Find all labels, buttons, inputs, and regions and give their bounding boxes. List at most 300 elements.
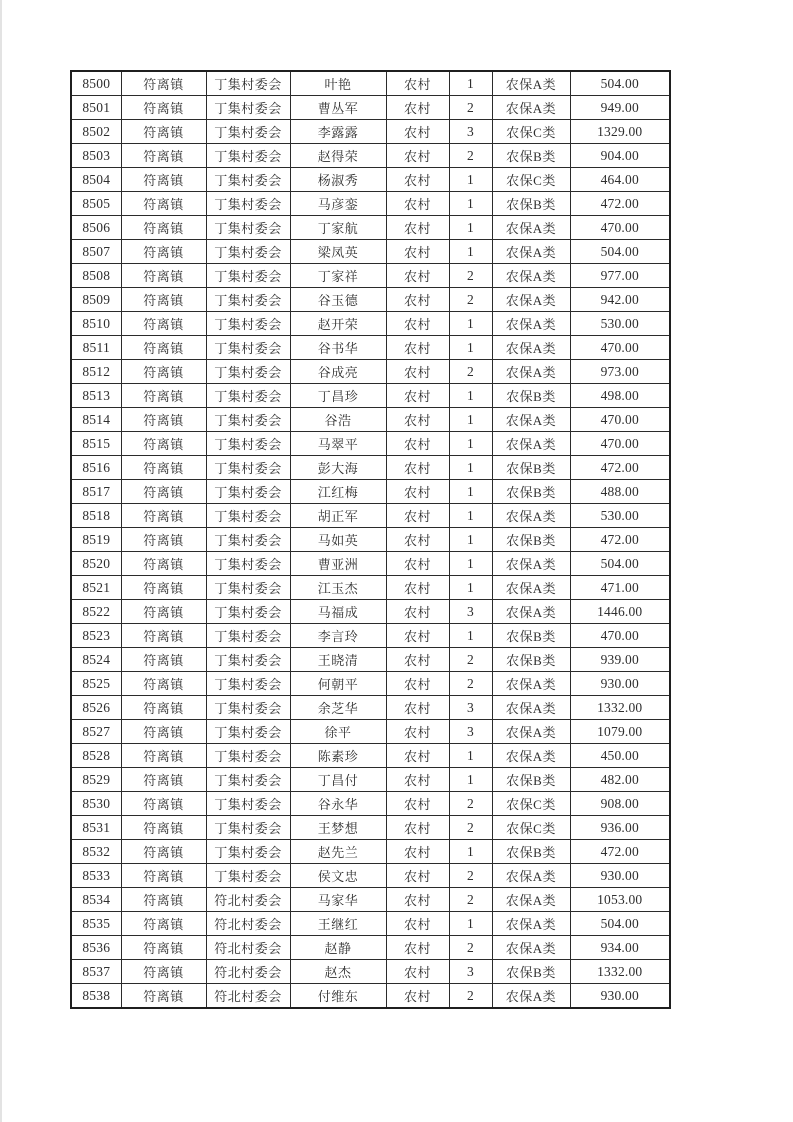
cell-person-name: 赵得荣 xyxy=(290,144,386,168)
cell-village-committee: 符北村委会 xyxy=(206,936,290,960)
cell-amount: 934.00 xyxy=(570,936,670,960)
cell-insurance-category: 农保A类 xyxy=(492,984,570,1009)
cell-insurance-category: 农保B类 xyxy=(492,960,570,984)
cell-village-committee: 丁集村委会 xyxy=(206,216,290,240)
cell-amount: 1079.00 xyxy=(570,720,670,744)
cell-town: 符离镇 xyxy=(121,840,206,864)
cell-amount: 1332.00 xyxy=(570,696,670,720)
cell-person-count: 2 xyxy=(449,648,492,672)
cell-town: 符离镇 xyxy=(121,456,206,480)
cell-town: 符离镇 xyxy=(121,360,206,384)
cell-insurance-category: 农保B类 xyxy=(492,144,570,168)
cell-village-committee: 丁集村委会 xyxy=(206,120,290,144)
cell-person-name: 赵开荣 xyxy=(290,312,386,336)
cell-residence-type: 农村 xyxy=(386,480,449,504)
cell-village-committee: 丁集村委会 xyxy=(206,768,290,792)
cell-row-id: 8536 xyxy=(71,936,121,960)
cell-insurance-category: 农保A类 xyxy=(492,432,570,456)
cell-row-id: 8515 xyxy=(71,432,121,456)
cell-row-id: 8516 xyxy=(71,456,121,480)
cell-residence-type: 农村 xyxy=(386,840,449,864)
cell-person-count: 1 xyxy=(449,432,492,456)
table-row xyxy=(71,648,670,672)
cell-town: 符离镇 xyxy=(121,960,206,984)
table-row xyxy=(71,288,670,312)
cell-residence-type: 农村 xyxy=(386,312,449,336)
cell-village-committee: 丁集村委会 xyxy=(206,576,290,600)
cell-person-name: 马福成 xyxy=(290,600,386,624)
cell-person-count: 3 xyxy=(449,960,492,984)
cell-person-name: 谷成亮 xyxy=(290,360,386,384)
cell-person-count: 3 xyxy=(449,120,492,144)
cell-residence-type: 农村 xyxy=(386,888,449,912)
cell-residence-type: 农村 xyxy=(386,552,449,576)
cell-town: 符离镇 xyxy=(121,552,206,576)
cell-person-count: 1 xyxy=(449,336,492,360)
cell-village-committee: 符北村委会 xyxy=(206,912,290,936)
cell-amount: 1332.00 xyxy=(570,960,670,984)
table-row xyxy=(71,192,670,216)
table-row xyxy=(71,840,670,864)
cell-row-id: 8527 xyxy=(71,720,121,744)
table-row xyxy=(71,96,670,120)
cell-insurance-category: 农保A类 xyxy=(492,71,570,96)
cell-town: 符离镇 xyxy=(121,264,206,288)
cell-person-count: 1 xyxy=(449,912,492,936)
cell-row-id: 8530 xyxy=(71,792,121,816)
cell-residence-type: 农村 xyxy=(386,144,449,168)
cell-town: 符离镇 xyxy=(121,912,206,936)
cell-amount: 472.00 xyxy=(570,456,670,480)
cell-person-name: 马彦銮 xyxy=(290,192,386,216)
cell-village-committee: 丁集村委会 xyxy=(206,552,290,576)
cell-person-count: 1 xyxy=(449,192,492,216)
cell-amount: 482.00 xyxy=(570,768,670,792)
cell-village-committee: 丁集村委会 xyxy=(206,864,290,888)
cell-amount: 908.00 xyxy=(570,792,670,816)
cell-village-committee: 丁集村委会 xyxy=(206,648,290,672)
cell-person-name: 胡正军 xyxy=(290,504,386,528)
cell-person-name: 王继红 xyxy=(290,912,386,936)
cell-residence-type: 农村 xyxy=(386,528,449,552)
cell-residence-type: 农村 xyxy=(386,216,449,240)
cell-row-id: 8529 xyxy=(71,768,121,792)
cell-insurance-category: 农保A类 xyxy=(492,552,570,576)
cell-residence-type: 农村 xyxy=(386,720,449,744)
cell-row-id: 8538 xyxy=(71,984,121,1009)
cell-person-name: 余芝华 xyxy=(290,696,386,720)
cell-person-name: 杨淑秀 xyxy=(290,168,386,192)
cell-insurance-category: 农保A类 xyxy=(492,336,570,360)
cell-town: 符离镇 xyxy=(121,888,206,912)
cell-person-name: 江玉杰 xyxy=(290,576,386,600)
cell-village-committee: 丁集村委会 xyxy=(206,792,290,816)
cell-row-id: 8521 xyxy=(71,576,121,600)
cell-town: 符离镇 xyxy=(121,312,206,336)
cell-person-count: 1 xyxy=(449,744,492,768)
cell-insurance-category: 农保B类 xyxy=(492,840,570,864)
cell-person-count: 1 xyxy=(449,480,492,504)
cell-village-committee: 丁集村委会 xyxy=(206,816,290,840)
cell-insurance-category: 农保B类 xyxy=(492,192,570,216)
cell-row-id: 8506 xyxy=(71,216,121,240)
cell-amount: 1053.00 xyxy=(570,888,670,912)
cell-town: 符离镇 xyxy=(121,71,206,96)
cell-person-count: 2 xyxy=(449,984,492,1009)
cell-residence-type: 农村 xyxy=(386,240,449,264)
cell-row-id: 8505 xyxy=(71,192,121,216)
cell-town: 符离镇 xyxy=(121,528,206,552)
cell-person-name: 李露露 xyxy=(290,120,386,144)
table-row xyxy=(71,384,670,408)
cell-village-committee: 丁集村委会 xyxy=(206,96,290,120)
cell-amount: 504.00 xyxy=(570,552,670,576)
cell-amount: 470.00 xyxy=(570,408,670,432)
cell-residence-type: 农村 xyxy=(386,792,449,816)
cell-village-committee: 丁集村委会 xyxy=(206,504,290,528)
cell-person-count: 1 xyxy=(449,624,492,648)
cell-row-id: 8534 xyxy=(71,888,121,912)
cell-amount: 450.00 xyxy=(570,744,670,768)
cell-person-name: 丁昌付 xyxy=(290,768,386,792)
table-row xyxy=(71,816,670,840)
cell-person-name: 丁家祥 xyxy=(290,264,386,288)
cell-person-count: 1 xyxy=(449,456,492,480)
cell-village-committee: 丁集村委会 xyxy=(206,336,290,360)
cell-residence-type: 农村 xyxy=(386,576,449,600)
cell-town: 符离镇 xyxy=(121,864,206,888)
table-row xyxy=(71,576,670,600)
cell-village-committee: 丁集村委会 xyxy=(206,264,290,288)
cell-insurance-category: 农保A类 xyxy=(492,720,570,744)
cell-person-name: 谷永华 xyxy=(290,792,386,816)
cell-row-id: 8531 xyxy=(71,816,121,840)
table-row xyxy=(71,336,670,360)
cell-person-name: 马家华 xyxy=(290,888,386,912)
table-row xyxy=(71,480,670,504)
cell-village-committee: 丁集村委会 xyxy=(206,528,290,552)
cell-insurance-category: 农保A类 xyxy=(492,96,570,120)
cell-town: 符离镇 xyxy=(121,408,206,432)
table-row xyxy=(71,936,670,960)
cell-person-count: 1 xyxy=(449,168,492,192)
cell-row-id: 8501 xyxy=(71,96,121,120)
table-row xyxy=(71,360,670,384)
cell-person-name: 王晓清 xyxy=(290,648,386,672)
cell-insurance-category: 农保A类 xyxy=(492,936,570,960)
cell-amount: 470.00 xyxy=(570,336,670,360)
cell-person-count: 2 xyxy=(449,936,492,960)
cell-residence-type: 农村 xyxy=(386,960,449,984)
cell-person-name: 王梦想 xyxy=(290,816,386,840)
cell-insurance-category: 农保A类 xyxy=(492,672,570,696)
cell-amount: 930.00 xyxy=(570,984,670,1009)
cell-insurance-category: 农保A类 xyxy=(492,240,570,264)
cell-residence-type: 农村 xyxy=(386,624,449,648)
cell-insurance-category: 农保A类 xyxy=(492,288,570,312)
cell-town: 符离镇 xyxy=(121,168,206,192)
cell-row-id: 8528 xyxy=(71,744,121,768)
table-row xyxy=(71,864,670,888)
cell-row-id: 8500 xyxy=(71,71,121,96)
table-row xyxy=(71,624,670,648)
cell-town: 符离镇 xyxy=(121,288,206,312)
cell-town: 符离镇 xyxy=(121,120,206,144)
cell-amount: 498.00 xyxy=(570,384,670,408)
cell-person-name: 侯文忠 xyxy=(290,864,386,888)
cell-village-committee: 丁集村委会 xyxy=(206,456,290,480)
cell-row-id: 8503 xyxy=(71,144,121,168)
cell-amount: 472.00 xyxy=(570,840,670,864)
cell-residence-type: 农村 xyxy=(386,168,449,192)
cell-person-count: 2 xyxy=(449,96,492,120)
cell-person-count: 1 xyxy=(449,576,492,600)
cell-insurance-category: 农保A类 xyxy=(492,864,570,888)
cell-amount: 904.00 xyxy=(570,144,670,168)
table-row xyxy=(71,672,670,696)
cell-amount: 942.00 xyxy=(570,288,670,312)
cell-residence-type: 农村 xyxy=(386,192,449,216)
cell-person-name: 叶艳 xyxy=(290,71,386,96)
cell-residence-type: 农村 xyxy=(386,768,449,792)
cell-insurance-category: 农保A类 xyxy=(492,696,570,720)
cell-town: 符离镇 xyxy=(121,336,206,360)
cell-amount: 1446.00 xyxy=(570,600,670,624)
table-row xyxy=(71,264,670,288)
cell-residence-type: 农村 xyxy=(386,264,449,288)
cell-insurance-category: 农保A类 xyxy=(492,576,570,600)
cell-person-name: 谷浩 xyxy=(290,408,386,432)
cell-residence-type: 农村 xyxy=(386,456,449,480)
cell-row-id: 8509 xyxy=(71,288,121,312)
cell-person-count: 2 xyxy=(449,816,492,840)
cell-amount: 470.00 xyxy=(570,216,670,240)
table-row xyxy=(71,312,670,336)
cell-village-committee: 丁集村委会 xyxy=(206,144,290,168)
cell-residence-type: 农村 xyxy=(386,504,449,528)
cell-amount: 464.00 xyxy=(570,168,670,192)
table-row xyxy=(71,768,670,792)
cell-row-id: 8513 xyxy=(71,384,121,408)
cell-row-id: 8522 xyxy=(71,600,121,624)
table-row xyxy=(71,168,670,192)
cell-insurance-category: 农保B类 xyxy=(492,768,570,792)
cell-amount: 1329.00 xyxy=(570,120,670,144)
cell-row-id: 8504 xyxy=(71,168,121,192)
cell-insurance-category: 农保A类 xyxy=(492,888,570,912)
cell-person-name: 彭大海 xyxy=(290,456,386,480)
cell-residence-type: 农村 xyxy=(386,96,449,120)
cell-residence-type: 农村 xyxy=(386,672,449,696)
cell-residence-type: 农村 xyxy=(386,336,449,360)
table-row xyxy=(71,528,670,552)
cell-insurance-category: 农保B类 xyxy=(492,384,570,408)
table-row xyxy=(71,552,670,576)
cell-village-committee: 丁集村委会 xyxy=(206,360,290,384)
cell-town: 符离镇 xyxy=(121,96,206,120)
cell-residence-type: 农村 xyxy=(386,600,449,624)
table-row xyxy=(71,792,670,816)
cell-amount: 930.00 xyxy=(570,672,670,696)
cell-village-committee: 丁集村委会 xyxy=(206,744,290,768)
cell-amount: 530.00 xyxy=(570,312,670,336)
cell-insurance-category: 农保A类 xyxy=(492,912,570,936)
cell-row-id: 8537 xyxy=(71,960,121,984)
cell-person-name: 赵杰 xyxy=(290,960,386,984)
cell-row-id: 8514 xyxy=(71,408,121,432)
cell-person-count: 3 xyxy=(449,720,492,744)
cell-town: 符离镇 xyxy=(121,792,206,816)
cell-person-count: 1 xyxy=(449,312,492,336)
cell-town: 符离镇 xyxy=(121,384,206,408)
cell-person-name: 丁昌珍 xyxy=(290,384,386,408)
cell-town: 符离镇 xyxy=(121,504,206,528)
cell-village-committee: 丁集村委会 xyxy=(206,672,290,696)
table-row xyxy=(71,456,670,480)
cell-village-committee: 丁集村委会 xyxy=(206,600,290,624)
table-row xyxy=(71,960,670,984)
cell-village-committee: 丁集村委会 xyxy=(206,432,290,456)
cell-town: 符离镇 xyxy=(121,744,206,768)
cell-residence-type: 农村 xyxy=(386,936,449,960)
cell-insurance-category: 农保C类 xyxy=(492,120,570,144)
cell-row-id: 8512 xyxy=(71,360,121,384)
cell-town: 符离镇 xyxy=(121,576,206,600)
table-row xyxy=(71,408,670,432)
cell-town: 符离镇 xyxy=(121,648,206,672)
cell-amount: 470.00 xyxy=(570,624,670,648)
table-row xyxy=(71,504,670,528)
cell-person-name: 何朝平 xyxy=(290,672,386,696)
cell-row-id: 8524 xyxy=(71,648,121,672)
cell-row-id: 8508 xyxy=(71,264,121,288)
table-row xyxy=(71,600,670,624)
cell-person-name: 赵静 xyxy=(290,936,386,960)
cell-insurance-category: 农保A类 xyxy=(492,744,570,768)
cell-village-committee: 符北村委会 xyxy=(206,984,290,1009)
cell-amount: 470.00 xyxy=(570,432,670,456)
cell-town: 符离镇 xyxy=(121,984,206,1009)
cell-village-committee: 丁集村委会 xyxy=(206,312,290,336)
table-row xyxy=(71,744,670,768)
cell-amount: 471.00 xyxy=(570,576,670,600)
table-row xyxy=(71,71,670,96)
cell-person-count: 2 xyxy=(449,264,492,288)
cell-village-committee: 丁集村委会 xyxy=(206,71,290,96)
cell-residence-type: 农村 xyxy=(386,744,449,768)
cell-person-name: 徐平 xyxy=(290,720,386,744)
cell-person-name: 付维东 xyxy=(290,984,386,1009)
cell-row-id: 8532 xyxy=(71,840,121,864)
table-row xyxy=(71,120,670,144)
cell-person-name: 丁家航 xyxy=(290,216,386,240)
table-body xyxy=(71,71,670,1008)
cell-village-committee: 丁集村委会 xyxy=(206,408,290,432)
cell-residence-type: 农村 xyxy=(386,984,449,1009)
cell-amount: 472.00 xyxy=(570,192,670,216)
cell-person-count: 2 xyxy=(449,360,492,384)
cell-person-name: 赵先兰 xyxy=(290,840,386,864)
cell-amount: 504.00 xyxy=(570,71,670,96)
cell-row-id: 8523 xyxy=(71,624,121,648)
cell-town: 符离镇 xyxy=(121,216,206,240)
cell-row-id: 8518 xyxy=(71,504,121,528)
cell-town: 符离镇 xyxy=(121,696,206,720)
cell-row-id: 8535 xyxy=(71,912,121,936)
cell-insurance-category: 农保B类 xyxy=(492,456,570,480)
cell-amount: 504.00 xyxy=(570,240,670,264)
benefits-roster-table xyxy=(70,70,671,1009)
table-row xyxy=(71,144,670,168)
cell-amount: 930.00 xyxy=(570,864,670,888)
cell-village-committee: 丁集村委会 xyxy=(206,168,290,192)
cell-insurance-category: 农保A类 xyxy=(492,360,570,384)
table-row xyxy=(71,984,670,1009)
cell-residence-type: 农村 xyxy=(386,816,449,840)
cell-insurance-category: 农保A类 xyxy=(492,264,570,288)
cell-residence-type: 农村 xyxy=(386,912,449,936)
table-row xyxy=(71,720,670,744)
cell-village-committee: 符北村委会 xyxy=(206,960,290,984)
cell-residence-type: 农村 xyxy=(386,432,449,456)
cell-person-name: 陈素珍 xyxy=(290,744,386,768)
cell-town: 符离镇 xyxy=(121,600,206,624)
cell-person-count: 2 xyxy=(449,792,492,816)
cell-residence-type: 农村 xyxy=(386,864,449,888)
cell-person-count: 2 xyxy=(449,288,492,312)
cell-person-count: 1 xyxy=(449,216,492,240)
cell-village-committee: 丁集村委会 xyxy=(206,840,290,864)
cell-insurance-category: 农保B类 xyxy=(492,648,570,672)
table-row xyxy=(71,696,670,720)
cell-person-name: 谷书华 xyxy=(290,336,386,360)
cell-insurance-category: 农保C类 xyxy=(492,816,570,840)
cell-village-committee: 丁集村委会 xyxy=(206,384,290,408)
cell-village-committee: 丁集村委会 xyxy=(206,624,290,648)
cell-person-count: 2 xyxy=(449,144,492,168)
cell-insurance-category: 农保A类 xyxy=(492,312,570,336)
cell-person-count: 3 xyxy=(449,600,492,624)
cell-town: 符离镇 xyxy=(121,768,206,792)
cell-person-count: 1 xyxy=(449,408,492,432)
cell-person-name: 梁凤英 xyxy=(290,240,386,264)
cell-person-name: 江红梅 xyxy=(290,480,386,504)
cell-town: 符离镇 xyxy=(121,672,206,696)
table-row xyxy=(71,888,670,912)
cell-town: 符离镇 xyxy=(121,936,206,960)
cell-residence-type: 农村 xyxy=(386,648,449,672)
cell-insurance-category: 农保B类 xyxy=(492,624,570,648)
cell-person-count: 1 xyxy=(449,528,492,552)
cell-insurance-category: 农保B类 xyxy=(492,480,570,504)
cell-village-committee: 丁集村委会 xyxy=(206,240,290,264)
table-row xyxy=(71,912,670,936)
cell-village-committee: 符北村委会 xyxy=(206,888,290,912)
cell-person-count: 1 xyxy=(449,840,492,864)
cell-amount: 504.00 xyxy=(570,912,670,936)
cell-insurance-category: 农保C类 xyxy=(492,792,570,816)
cell-town: 符离镇 xyxy=(121,144,206,168)
cell-village-committee: 丁集村委会 xyxy=(206,720,290,744)
cell-insurance-category: 农保A类 xyxy=(492,408,570,432)
cell-row-id: 8526 xyxy=(71,696,121,720)
cell-person-name: 谷玉德 xyxy=(290,288,386,312)
cell-person-count: 1 xyxy=(449,504,492,528)
cell-person-count: 3 xyxy=(449,696,492,720)
cell-row-id: 8517 xyxy=(71,480,121,504)
cell-town: 符离镇 xyxy=(121,624,206,648)
cell-row-id: 8502 xyxy=(71,120,121,144)
